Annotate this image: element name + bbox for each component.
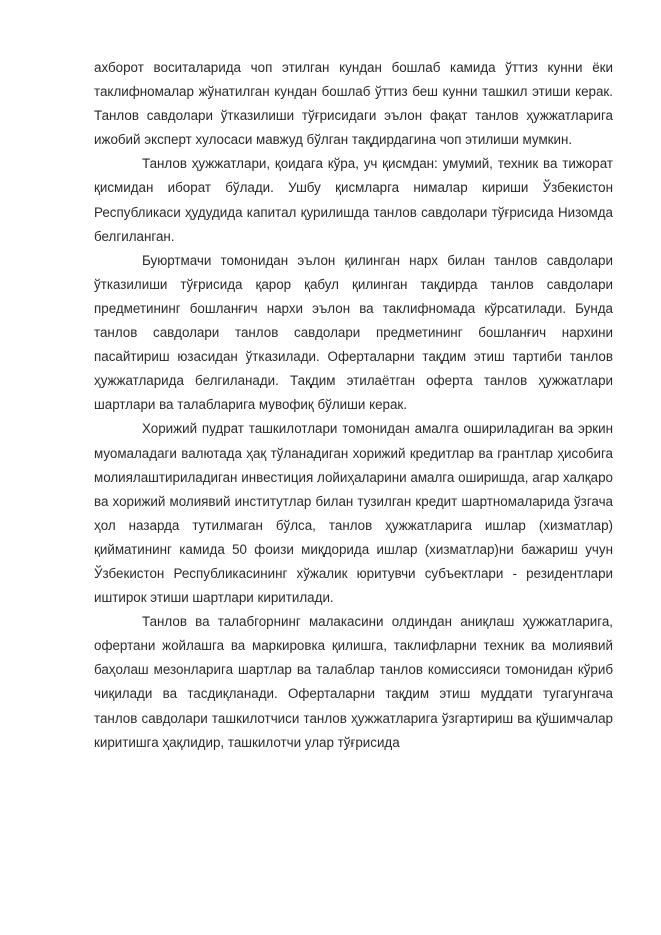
paragraph-2: Танлов ҳужжатлари, қоидага кўра, уч қисмдан: умумий, техник ва тижорат қисмидан иборат бўлади. Ушбу қисмларга нималар кириши Ўзбекистон Республикаси ҳудудида капитал қурилишда танлов савдолари тўғрисида Низомда белгиланган. (94, 156, 613, 244)
paragraph-3: Буюртмачи томонидан эълон қилинган нарх билан танлов савдолари ўтказилиши тўғрисида қарор қабул қилинган тақдирда танлов савдолари предметининг бошланғич нархи эълон ва таклифномада кўрсатилади. Бунда танлов савдолари танлов савдолари предметининг бошланғич нархини пасайтириш юзасидан ўтказилади. Оферталарни тақдим этиш тартиби танлов ҳужжатларида белгиланади. Тақдим этилаётган оферта танлов ҳужжатлари шартлари ва талабларига мувофиқ бўлиши керак. (94, 252, 613, 413)
paragraph-5: Танлов ва талабгорнинг малакасини олдиндан аниқлаш ҳужжатларига, офертани жойлашга ва маркировка қилишга, таклифларни техник ва молиявий баҳолаш мезонларига шартлар ва талаблар танлов комиссияси томонидан кўриб чиқилади ва тасдиқланади. Оферталарни тақдим этиш муддати тугагунгача танлов савдолари ташкилотчиси танлов ҳужжатларига ўзгартириш ва қўшимчалар киритишга ҳақлидир, ташкилотчи улар тўғрисида (94, 614, 613, 750)
document-body (94, 56, 613, 755)
paragraph-4: Хорижий пудрат ташкилотлари томонидан амалга ошириладиган ва эркин муомаладаги валютада ҳақ тўланадиган хорижий кредитлар ва грантлар ҳисобига молиялаштириладиган инвестиция лойиҳаларини амалга оширишда, агар халқаро ва хорижий молиявий институтлар билан тузилган кредит шартномаларида ўзгача ҳол назарда тутилмаган бўлса, танлов ҳужжатларига ишлар (хизматлар) қийматининг камида 50 фоизи миқдорида ишлар (хизматлар)ни бажариш учун Ўзбекистон Республикасининг хўжалик юритувчи субъектлари - резидентлари иштирок этиши шартлари киритилади. (94, 421, 613, 606)
paragraph-1: ахборот воситаларида чоп этилган кундан бошлаб камида ўттиз кунни ёки таклифномалар жўнатилган кундан бошлаб ўттиз беш кунни ташкил этиши керак. Танлов савдолари ўтказилиши тўғрисидаги эълон фақат танлов ҳужжатларига ижобий эксперт хулосаси мавжуд бўлган тақдирдагина чоп этилиши мумкин. (94, 60, 613, 148)
